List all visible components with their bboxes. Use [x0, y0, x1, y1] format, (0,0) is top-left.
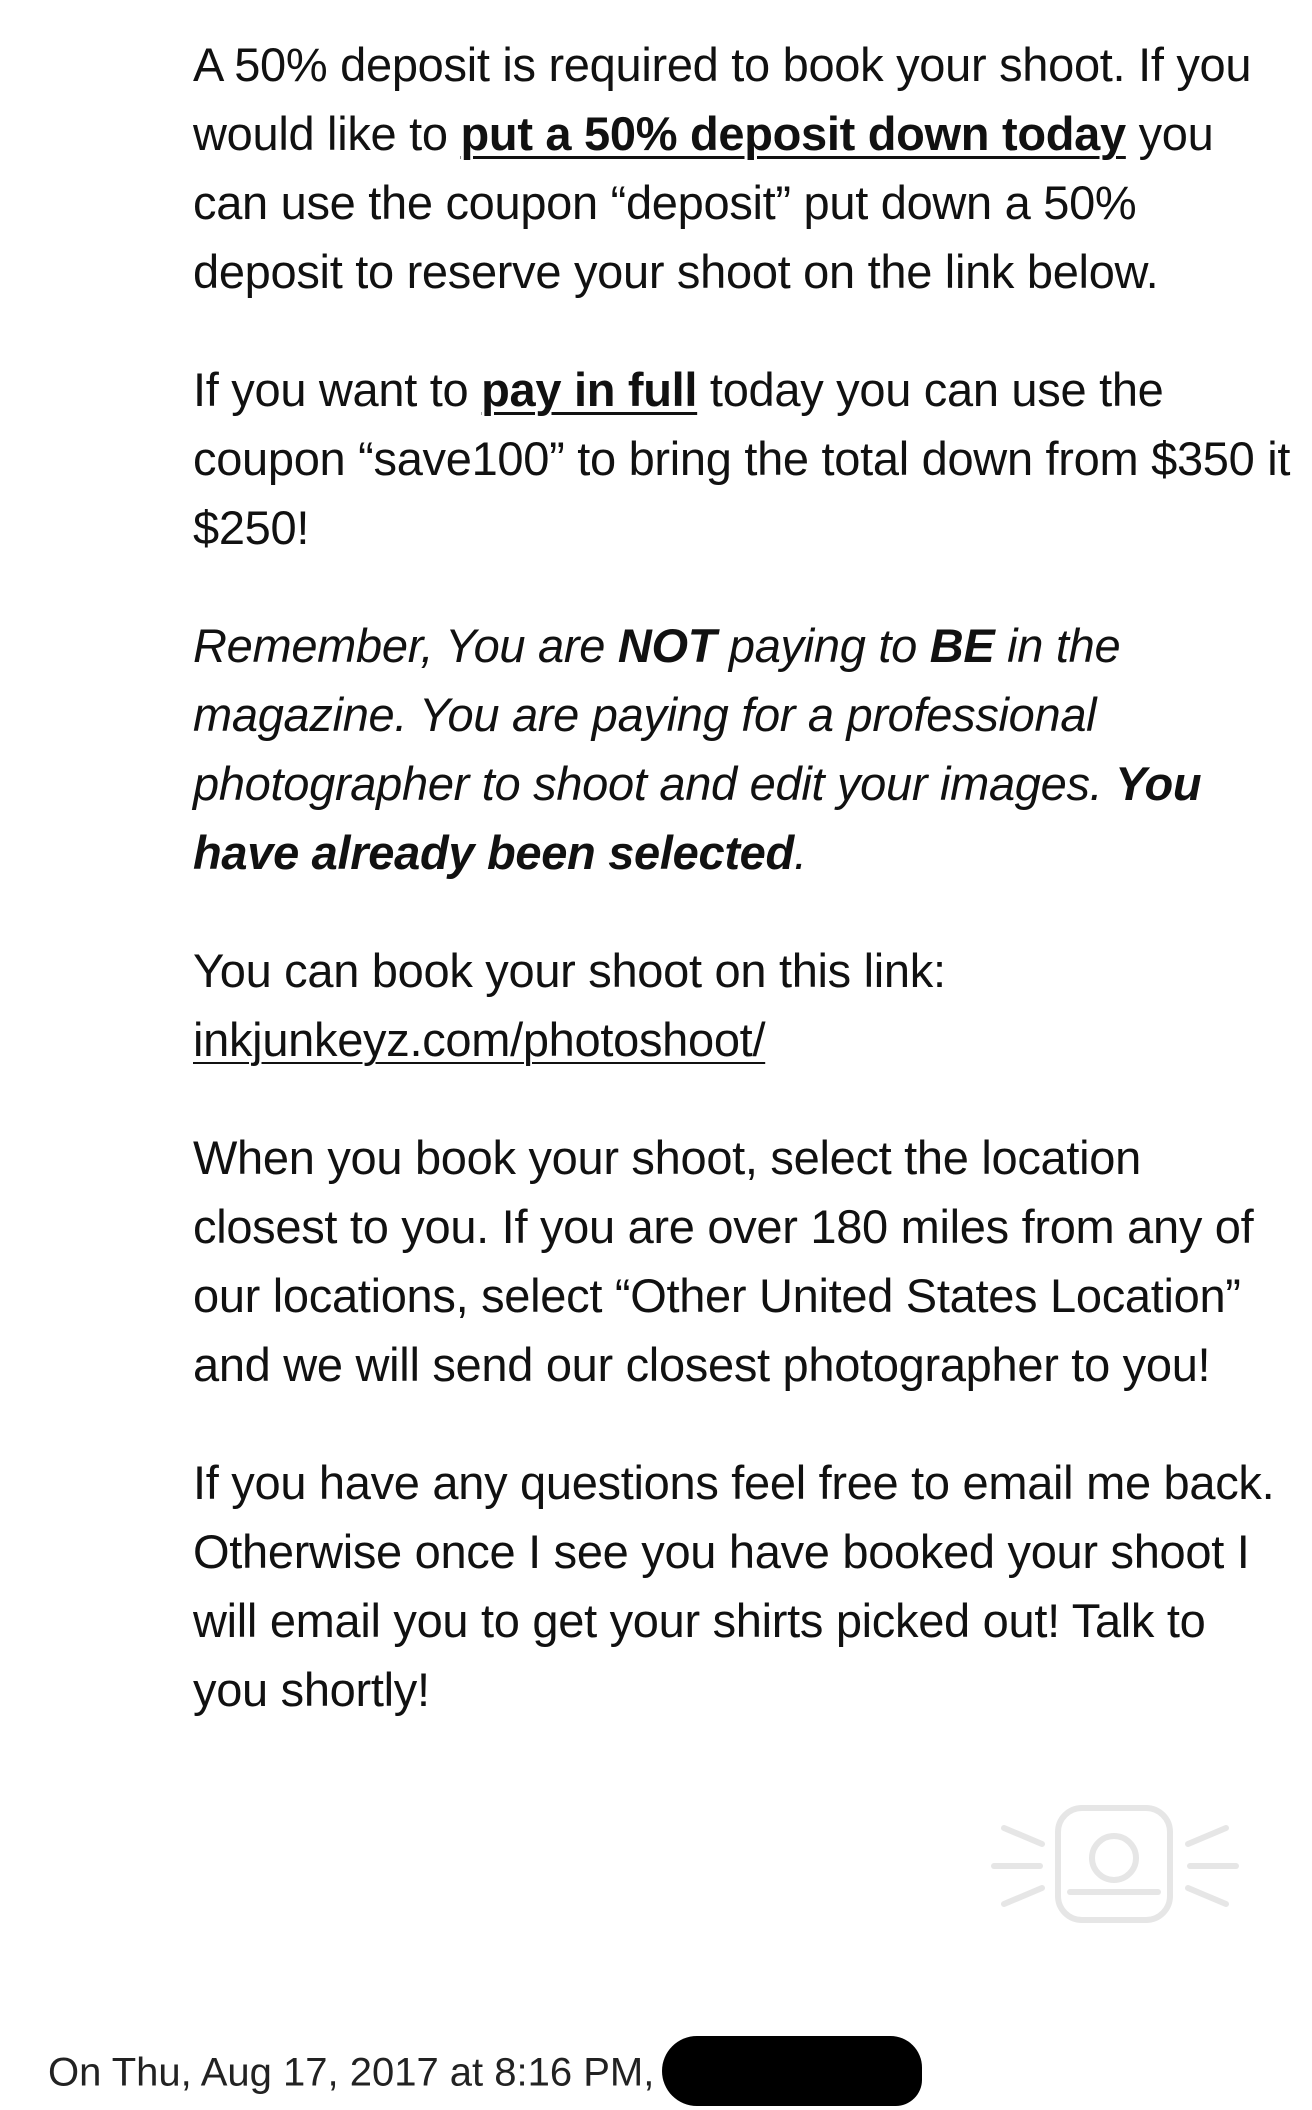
location-paragraph: When you book your shoot, select the location closest to you. If you are over 180 miles from any of our locations, select “Other United States Location” and we will send our closest photographer to you!: [193, 1131, 1254, 1391]
pay-in-full-paragraph: [193, 355, 1293, 562]
closing-paragraph: If you have any questions feel free to email me back. Otherwise once I see you have booked your shoot I will email you to get your shirts picked out! Talk to you shortly!: [193, 1456, 1275, 1716]
reminder-text-1: Remember, You are: [193, 619, 618, 672]
quote-header-text: On Thu, Aug 17, 2017 at 8:16 PM,: [48, 2050, 655, 2095]
booking-link-paragraph: [193, 936, 1293, 1074]
reminder-bold-selected: You have already been selected: [193, 757, 1202, 879]
pay-emphasis: pay in full: [481, 363, 698, 416]
reminder-bold-be: BE: [929, 619, 995, 672]
pay-text-after: today you can use the coupon “save100” to bring the total down from $350 it $250!: [193, 363, 1291, 554]
deposit-emphasis: put a 50% deposit down today: [460, 107, 1126, 160]
reminder-paragraph: [193, 611, 1293, 887]
camera-watermark-icon: [980, 1800, 1250, 1930]
redacted-sender: [662, 2036, 922, 2106]
pay-text: If you want to: [193, 363, 482, 416]
deposit-text-after: you can use the coupon “deposit” put down a 50% deposit to reserve your shoot on the link below.: [193, 107, 1214, 298]
deposit-paragraph: [193, 30, 1293, 306]
reminder-text-4: .: [793, 826, 807, 879]
reminder-text-3: in the magazine. You are paying for a professional photographer to shoot and edit your images.: [193, 619, 1121, 810]
booking-link-label: You can book your shoot on this link:: [193, 944, 946, 997]
quoted-message-header: [48, 2040, 922, 2110]
email-body: [193, 30, 1293, 1773]
reminder-bold-not: NOT: [617, 619, 717, 672]
deposit-text: A 50% deposit is required to book your shoot. If you would like to: [193, 38, 1252, 160]
reminder-text-2: paying to: [716, 619, 930, 672]
booking-link[interactable]: inkjunkeyz.com/photoshoot/: [193, 1013, 766, 1066]
